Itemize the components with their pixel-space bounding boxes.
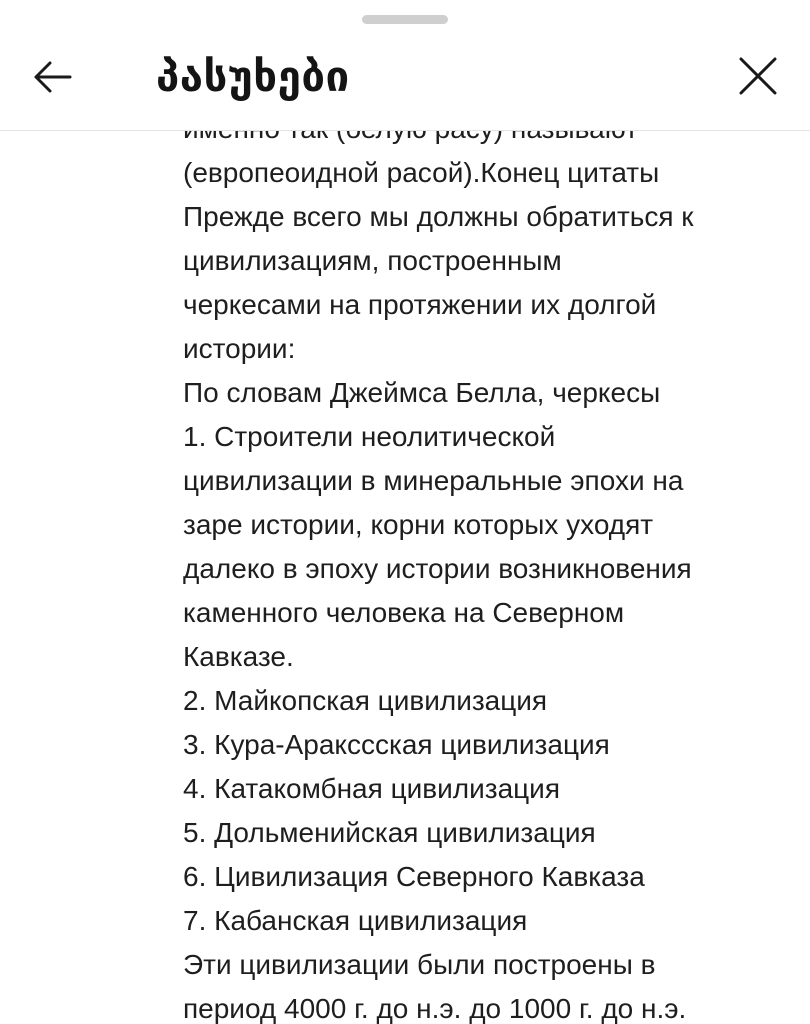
answer-text	[183, 107, 783, 1024]
answers-header	[0, 0, 810, 131]
sheet-grab-handle[interactable]	[362, 15, 448, 24]
answer-text-line: По словам Джеймса Белла, черкесы	[183, 377, 661, 408]
close-button[interactable]	[728, 46, 788, 106]
answer-text-line: 1. Строители неолитической	[183, 421, 556, 452]
answer-text-line: Кавказе.	[183, 641, 294, 672]
answer-text-line: 7. Кабанская цивилизация	[183, 905, 528, 936]
arrow-left-icon	[32, 60, 72, 94]
answer-text-line: 2. Майкопская цивилизация	[183, 685, 548, 716]
answer-text-line: 4. Катакомбная цивилизация	[183, 773, 560, 804]
answer-text-line: заре истории, корни которых уходят	[183, 509, 654, 540]
back-button[interactable]	[22, 48, 82, 106]
answer-text-line: каменного человека на Северном	[183, 597, 625, 628]
answer-text-line: 5. Дольменийская цивилизация	[183, 817, 596, 848]
answer-text-line: Эти цивилизации были построены в	[183, 949, 656, 980]
answer-text-line: истории:	[183, 333, 296, 364]
answer-text-line: цивилизации в минеральные эпохи на	[183, 465, 684, 496]
answer-text-line: 3. Кура-Аракссская цивилизация	[183, 729, 610, 760]
answer-text-line: Прежде всего мы должны обратиться к	[183, 201, 694, 232]
answer-text-line: период 4000 г. до н.э. до 1000 г. до н.э.	[183, 993, 687, 1024]
answer-text-line: цивилизациям, построенным	[183, 245, 562, 276]
page-title: პასუხები	[156, 52, 350, 101]
answer-text-line: (европеоидной расой).Конец цитаты	[183, 157, 660, 188]
answer-text-line: черкесами на протяжении их долгой	[183, 289, 657, 320]
answer-text-line: 6. Цивилизация Северного Кавказа	[183, 861, 645, 892]
answer-text-line: далеко в эпоху истории возникновения	[183, 553, 692, 584]
close-icon	[739, 57, 777, 95]
